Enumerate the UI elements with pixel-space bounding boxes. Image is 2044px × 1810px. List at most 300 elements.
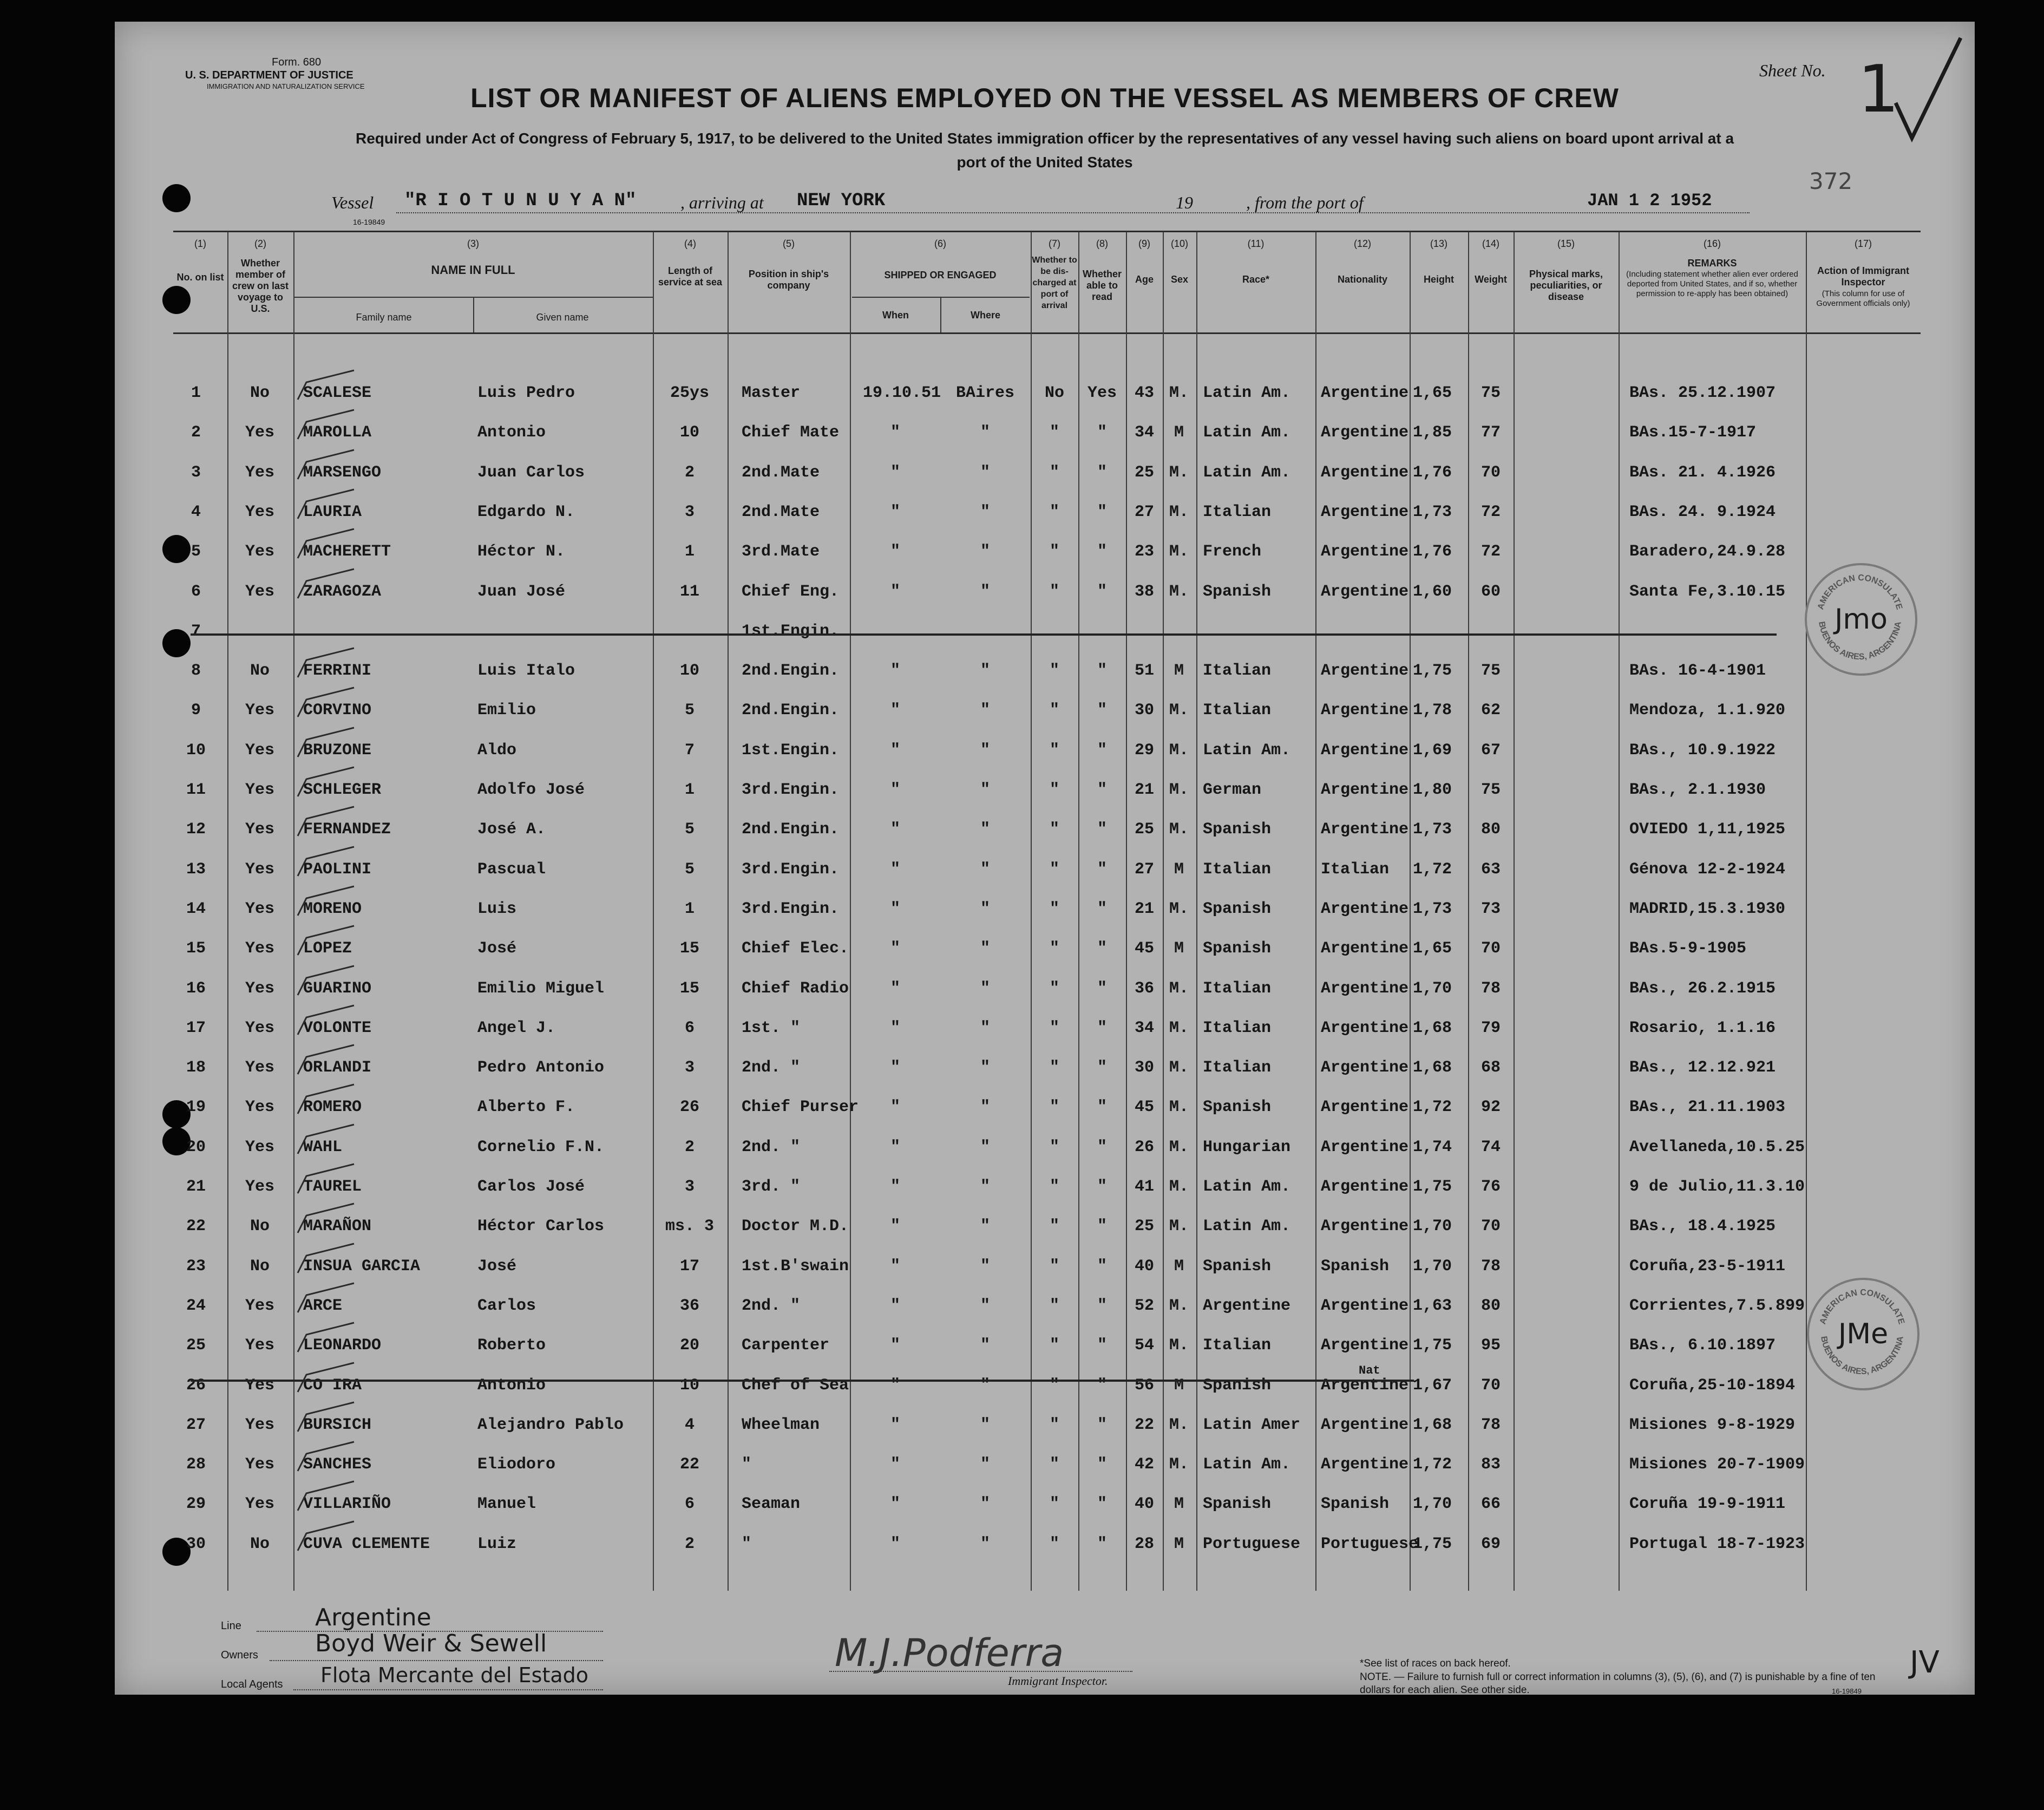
column-number: (17)	[1854, 238, 1872, 249]
cell-position: Doctor M.D.	[742, 1217, 849, 1236]
cell-shipped-where: "	[980, 820, 990, 839]
arriving-label: , arriving at	[680, 193, 764, 212]
manifest-subtitle-line2: port of the United States	[957, 154, 1133, 171]
cell-able-to-read: Yes	[1087, 384, 1117, 402]
cell-discharged: "	[1049, 423, 1059, 442]
cell-able-to-read: "	[1097, 860, 1107, 879]
cell-age: 28	[1134, 1534, 1154, 1553]
cell-age: 25	[1134, 1217, 1154, 1236]
cell-remarks: BAs., 2.1.1930	[1629, 781, 1766, 799]
cell-race: Latin Am.	[1203, 384, 1291, 402]
cell-previous-voyage: Yes	[245, 1495, 274, 1514]
cell-previous-voyage: Yes	[245, 1455, 274, 1474]
cell-row-number: 26	[186, 1376, 206, 1395]
cell-age: 30	[1134, 1058, 1154, 1077]
cell-able-to-read: "	[1097, 662, 1107, 681]
cell-sex: M.	[1169, 582, 1189, 601]
cell-family-name: MAROLLA	[303, 423, 372, 442]
cell-given-name: Luis	[477, 899, 517, 918]
cell-able-to-read: "	[1097, 502, 1107, 521]
cell-previous-voyage: Yes	[245, 1336, 274, 1355]
cell-shipped-when: "	[890, 979, 900, 998]
cell-length-of-service: 5	[684, 820, 695, 839]
cell-given-name: Luis Pedro	[477, 384, 575, 402]
year-label: 19	[1176, 193, 1193, 212]
cell-family-name: FERRINI	[303, 662, 372, 681]
cell-previous-voyage: Yes	[245, 502, 274, 521]
cell-race: Spanish	[1203, 899, 1272, 918]
cell-shipped-when: "	[890, 582, 900, 601]
cell-weight: 69	[1480, 1534, 1501, 1553]
cell-shipped-where: "	[980, 1495, 990, 1514]
cell-row-number: 18	[186, 1058, 206, 1077]
cell-remarks: BAs. 24. 9.1924	[1629, 502, 1776, 521]
cell-race: Latin Am.	[1203, 463, 1291, 482]
cell-position: 3rd.Engin.	[742, 899, 840, 918]
cell-weight: 68	[1480, 1058, 1501, 1077]
cell-row-number: 14	[186, 899, 206, 918]
cell-previous-voyage: Yes	[245, 582, 274, 601]
cell-nationality: Argentine	[1321, 662, 1409, 681]
cell-remarks: BAs. 16-4-1901	[1629, 662, 1766, 681]
cell-remarks: Génova 12-2-1924	[1629, 860, 1786, 879]
cell-nationality: Argentine	[1321, 1415, 1409, 1434]
cell-previous-voyage: Yes	[245, 701, 274, 720]
cell-position: Chief Purser	[742, 1098, 859, 1117]
cell-position: Seaman	[742, 1495, 801, 1514]
inspector-signature: M.J.Podferra	[835, 1631, 1064, 1675]
header-weight: Weight	[1475, 274, 1507, 285]
stamp-bottom-text: BUENOS AIRES, ARGENTINA	[1819, 1335, 1905, 1377]
cell-length-of-service: 11	[679, 582, 699, 601]
cell-weight: 70	[1480, 1217, 1501, 1236]
cell-nationality: Argentine	[1321, 979, 1409, 998]
cell-height: 1,75	[1413, 1336, 1452, 1355]
cell-age: 56	[1134, 1376, 1154, 1395]
cell-sex: M.	[1169, 701, 1189, 720]
cell-race: Spanish	[1203, 1098, 1272, 1117]
footer-dotted-line	[270, 1660, 603, 1661]
cell-nationality: Argentine	[1321, 1098, 1409, 1117]
header-action-note: (This column for use of Government officials only)	[1816, 289, 1910, 308]
cell-weight: 78	[1480, 1415, 1501, 1434]
cell-race: Spanish	[1203, 820, 1272, 839]
cell-age: 54	[1134, 1336, 1154, 1355]
cell-remarks: OVIEDO 1,11,1925	[1629, 820, 1786, 839]
cell-row-number: 27	[186, 1415, 206, 1434]
cell-remarks: BAs.5-9-1905	[1629, 939, 1747, 958]
cell-sex: M	[1174, 662, 1184, 681]
cell-length-of-service: 2	[684, 1138, 695, 1156]
cell-shipped-when: "	[890, 860, 900, 879]
cell-row-number: 6	[191, 582, 201, 601]
cell-row-number: 25	[186, 1336, 206, 1355]
cell-previous-voyage: Yes	[245, 899, 274, 918]
cell-sex: M.	[1169, 384, 1189, 402]
cell-age: 26	[1134, 1138, 1154, 1156]
cell-position: 3rd. "	[742, 1178, 801, 1196]
cell-shipped-where: "	[980, 1376, 990, 1395]
header-given-name: Given name	[536, 312, 589, 323]
footer-form-code: 16-19849	[1832, 1687, 1862, 1695]
column-number: (11)	[1247, 238, 1265, 249]
cell-length-of-service: 6	[684, 1495, 695, 1514]
cell-age: 51	[1134, 662, 1154, 681]
cell-length-of-service: 15	[679, 979, 699, 998]
cell-remarks: BAs., 12.12.921	[1629, 1058, 1776, 1077]
cell-weight: 72	[1480, 502, 1501, 521]
cell-race: Latin Am.	[1203, 1217, 1291, 1236]
cell-weight: 92	[1480, 1098, 1501, 1117]
footer-agents-value: Flota Mercante del Estado	[320, 1663, 589, 1687]
cell-able-to-read: "	[1097, 741, 1107, 760]
cell-able-to-read: "	[1097, 820, 1107, 839]
cell-sex: M	[1174, 423, 1184, 442]
cell-age: 29	[1134, 741, 1154, 760]
cell-length-of-service: 3	[684, 1178, 695, 1196]
cell-row-number: 2	[191, 423, 201, 442]
cell-length-of-service: 2	[684, 463, 695, 482]
cell-nationality: Argentine	[1321, 939, 1409, 958]
cell-nationality: Argentine	[1321, 543, 1409, 561]
cell-shipped-when: "	[890, 662, 900, 681]
cell-shipped-where: "	[980, 463, 990, 482]
cell-shipped-where: "	[980, 662, 990, 681]
cell-height: 1,75	[1413, 1178, 1452, 1196]
cell-row-number: 10	[186, 741, 206, 760]
cell-sex: M	[1174, 939, 1184, 958]
sheet-number: 1	[1858, 52, 1899, 127]
cell-row-number: 22	[186, 1217, 206, 1236]
cell-nationality: Argentine	[1321, 1178, 1409, 1196]
cell-length-of-service: ms. 3	[665, 1217, 714, 1236]
cell-shipped-when: "	[890, 1217, 900, 1236]
cell-nationality: Argentine	[1321, 899, 1409, 918]
cell-given-name: Juan José	[477, 582, 566, 601]
column-divider	[1619, 232, 1620, 1591]
header-able-to-read: Whether able to read	[1083, 269, 1122, 302]
cell-weight: 77	[1480, 423, 1501, 442]
check-mark-icon	[294, 1161, 359, 1199]
signature-line	[829, 1671, 1132, 1672]
cell-row-number: 1	[191, 384, 201, 402]
cell-nationality: Argentine	[1321, 384, 1409, 402]
cell-nationality: Argentine	[1321, 582, 1409, 601]
cell-remarks: BAs., 6.10.1897	[1629, 1336, 1776, 1355]
header-age: Age	[1135, 274, 1154, 285]
cell-shipped-where: "	[980, 1098, 990, 1117]
cell-age: 52	[1134, 1296, 1154, 1315]
cell-row-number: 20	[186, 1138, 206, 1156]
check-mark-icon	[294, 1200, 359, 1238]
vessel-label: Vessel	[331, 193, 374, 212]
cell-discharged: "	[1049, 781, 1059, 799]
cell-family-name: CORVINO	[303, 701, 372, 720]
cell-weight: 70	[1480, 463, 1501, 482]
cell-able-to-read: "	[1097, 423, 1107, 442]
cell-previous-voyage: Yes	[245, 781, 274, 799]
cell-previous-voyage: No	[250, 384, 270, 402]
strike-line	[191, 633, 1777, 636]
cell-height: 1,70	[1413, 1495, 1452, 1514]
cell-previous-voyage: Yes	[245, 979, 274, 998]
header-sex: Sex	[1170, 274, 1189, 285]
cell-position: Chief Mate	[742, 423, 840, 442]
stamp-initials: Jmo	[1835, 603, 1888, 636]
cell-row-number: 17	[186, 1018, 206, 1037]
cell-length-of-service: 10	[679, 1376, 699, 1395]
cell-weight: 75	[1480, 384, 1501, 402]
cell-height: 1,75	[1413, 662, 1452, 681]
cell-family-name: MARSENGO	[303, 463, 382, 482]
cell-shipped-when: "	[890, 1058, 900, 1077]
cell-row-number: 15	[186, 939, 206, 958]
cell-position: 3rd.Mate	[742, 543, 820, 561]
cell-row-number: 19	[186, 1098, 206, 1117]
cell-height: 1,73	[1413, 899, 1452, 918]
cell-length-of-service: 20	[679, 1336, 699, 1355]
cell-age: 43	[1134, 384, 1154, 402]
cell-able-to-read: "	[1097, 1376, 1107, 1395]
column-number: (12)	[1353, 238, 1371, 249]
footer-line-value: Argentine	[315, 1604, 431, 1631]
manifest-sheet	[115, 22, 1975, 1695]
cell-length-of-service: 15	[679, 939, 699, 958]
cell-able-to-read: "	[1097, 1178, 1107, 1196]
cell-previous-voyage: No	[250, 1534, 270, 1553]
cell-previous-voyage: No	[250, 662, 270, 681]
check-mark-icon	[294, 844, 359, 881]
cell-remarks: BAs., 26.2.1915	[1629, 979, 1776, 998]
cell-age: 30	[1134, 701, 1154, 720]
cell-weight: 62	[1480, 701, 1501, 720]
header-member-last-voyage: Whether member of crew on last voyage to U.S.	[232, 258, 289, 314]
cell-previous-voyage: Yes	[245, 543, 274, 561]
cell-shipped-when: "	[890, 463, 900, 482]
cell-height: 1,67	[1413, 1376, 1452, 1395]
cell-nationality: Argentine	[1321, 1455, 1409, 1474]
cell-weight: 75	[1480, 781, 1501, 799]
cell-remarks: BAs. 25.12.1907	[1629, 384, 1776, 402]
cell-sex: M.	[1169, 1455, 1189, 1474]
cell-sex: M	[1174, 860, 1184, 879]
cell-nationality: Argentine	[1321, 423, 1409, 442]
cell-race: Latin Am.	[1203, 1455, 1291, 1474]
cell-age: 22	[1134, 1415, 1154, 1434]
cell-previous-voyage: Yes	[245, 741, 274, 760]
cell-weight: 63	[1480, 860, 1501, 879]
cell-race: Italian	[1203, 1058, 1272, 1077]
cell-position: 2nd.Engin.	[742, 820, 840, 839]
column-number: (2)	[254, 238, 266, 249]
cell-length-of-service: 10	[679, 662, 699, 681]
cell-race: Portuguese	[1203, 1534, 1301, 1553]
cell-age: 45	[1134, 939, 1154, 958]
cell-discharged: "	[1049, 1178, 1059, 1196]
header-position: Position in ship's company	[748, 269, 829, 291]
footer-line-label: Line	[221, 1620, 241, 1632]
cell-previous-voyage: Yes	[245, 1018, 274, 1037]
cell-length-of-service: 1	[684, 781, 695, 799]
cell-sex: M.	[1169, 463, 1189, 482]
cell-age: 42	[1134, 1455, 1154, 1474]
cell-shipped-where: "	[980, 1296, 990, 1315]
cell-shipped-where: "	[980, 741, 990, 760]
cell-previous-voyage: Yes	[245, 1376, 274, 1395]
cell-discharged: "	[1049, 662, 1059, 681]
cell-shipped-when: "	[890, 1296, 900, 1315]
cell-given-name: José A.	[477, 820, 546, 839]
cell-length-of-service: 1	[684, 543, 695, 561]
cell-race: Spanish	[1203, 939, 1272, 958]
cell-able-to-read: "	[1097, 543, 1107, 561]
cell-nationality: Argentine	[1321, 1138, 1409, 1156]
cell-position: 1st.Engin.	[742, 622, 840, 641]
footer-owners-label: Owners	[221, 1649, 258, 1661]
stamp-bottom-text: BUENOS AIRES, ARGENTINA	[1817, 620, 1903, 662]
cell-previous-voyage: Yes	[245, 1296, 274, 1315]
cell-shipped-when: "	[890, 701, 900, 720]
cell-previous-voyage: Yes	[245, 423, 274, 442]
cell-nationality: Argentine	[1321, 741, 1409, 760]
cell-shipped-when: "	[890, 1257, 900, 1276]
cell-given-name: Héctor Carlos	[477, 1217, 605, 1236]
cell-weight: 70	[1480, 1376, 1501, 1395]
cell-height: 1,76	[1413, 543, 1452, 561]
cell-age: 21	[1134, 899, 1154, 918]
cell-height: 1,73	[1413, 502, 1452, 521]
cell-row-number: 8	[191, 662, 201, 681]
cell-remarks: Corrientes,7.5.899	[1629, 1296, 1805, 1315]
column-divider	[850, 232, 851, 1591]
cell-able-to-read: "	[1097, 1495, 1107, 1514]
cell-position: 2nd. "	[742, 1138, 801, 1156]
cell-weight: 67	[1480, 741, 1501, 760]
cell-sex: M.	[1169, 1098, 1189, 1117]
cell-able-to-read: "	[1097, 1455, 1107, 1474]
cell-height: 1,65	[1413, 384, 1452, 402]
cell-nationality: Argentine	[1321, 781, 1409, 799]
cell-discharged: "	[1049, 502, 1059, 521]
check-mark-icon	[294, 1042, 359, 1080]
column-divider	[1410, 232, 1411, 1591]
inspector-label: Immigrant Inspector.	[1008, 1674, 1108, 1688]
cell-discharged: "	[1049, 741, 1059, 760]
cell-given-name: Juan Carlos	[477, 463, 585, 482]
cell-remarks: MADRID,15.3.1930	[1629, 899, 1786, 918]
header-family-name: Family name	[356, 312, 412, 323]
cell-shipped-when: "	[890, 899, 900, 918]
cell-previous-voyage: Yes	[245, 939, 274, 958]
vessel-code: 16-19849	[353, 218, 385, 226]
cell-family-name: BURSICH	[303, 1415, 372, 1434]
cell-shipped-where: "	[980, 979, 990, 998]
cell-discharged: "	[1049, 582, 1059, 601]
cell-position: Chef of Sea	[742, 1376, 849, 1395]
header-where: Where	[970, 310, 1000, 321]
cell-shipped-where: "	[980, 1534, 990, 1553]
cell-shipped-when: "	[890, 1495, 900, 1514]
check-mark-icon	[294, 1002, 359, 1040]
cell-height: 1,70	[1413, 979, 1452, 998]
check-mark-icon	[294, 367, 359, 405]
cell-discharged: "	[1049, 939, 1059, 958]
cell-race: Latin Am.	[1203, 423, 1291, 442]
cell-length-of-service: 3	[684, 1058, 695, 1077]
cell-position: 2nd.Engin.	[742, 701, 840, 720]
cell-shipped-where: BAires	[955, 384, 1015, 402]
cell-weight: 80	[1480, 1296, 1501, 1315]
cell-able-to-read: "	[1097, 1058, 1107, 1077]
cell-family-name: ORLANDI	[303, 1058, 372, 1077]
check-mark-icon	[294, 1518, 359, 1556]
cell-row-number: 7	[191, 622, 201, 641]
punch-hole	[162, 286, 191, 314]
stamp-top-text: AMERICAN CONSULATE	[1818, 1288, 1907, 1326]
cell-position: 2nd. "	[742, 1058, 801, 1077]
cell-discharged: "	[1049, 1534, 1059, 1553]
strike-line	[191, 1380, 1414, 1382]
cell-family-name: ROMERO	[303, 1098, 362, 1117]
cell-shipped-where: "	[980, 1058, 990, 1077]
cell-row-number: 16	[186, 979, 206, 998]
cell-nationality: Argentine	[1321, 1018, 1409, 1037]
cell-given-name: Eliodoro	[477, 1455, 556, 1474]
form-number: Form. 680	[272, 56, 322, 68]
header-nationality: Nationality	[1337, 274, 1387, 285]
cell-remarks: Misiones 20-7-1909	[1629, 1455, 1805, 1474]
cell-able-to-read: "	[1097, 1336, 1107, 1355]
header-length-service: Length of service at sea	[658, 265, 723, 287]
cell-previous-voyage: Yes	[245, 1058, 274, 1077]
consulate-stamp	[1807, 1278, 1919, 1390]
cell-position: 1st.Engin.	[742, 741, 840, 760]
cell-shipped-when: "	[890, 1098, 900, 1117]
cell-race: Latin Am.	[1203, 1178, 1291, 1196]
cell-row-number: 29	[186, 1495, 206, 1514]
cell-sex: M.	[1169, 1336, 1189, 1355]
cell-discharged: "	[1049, 1455, 1059, 1474]
cell-nationality: Argentine	[1321, 1296, 1409, 1315]
header-when: When	[882, 310, 909, 321]
cell-shipped-where: "	[980, 582, 990, 601]
cell-race: Latin Am.	[1203, 741, 1291, 760]
cell-weight: 72	[1480, 543, 1501, 561]
cell-sex: M.	[1169, 543, 1189, 561]
cell-row-number: 21	[186, 1178, 206, 1196]
check-mark-icon	[294, 923, 359, 960]
cell-age: 23	[1134, 543, 1154, 561]
cell-previous-voyage: Yes	[245, 463, 274, 482]
column-number: (1)	[194, 238, 206, 249]
cell-sex: M.	[1169, 1058, 1189, 1077]
cell-given-name: Pascual	[477, 860, 546, 879]
cell-sex: M.	[1169, 502, 1189, 521]
cell-position: 3rd.Engin.	[742, 781, 840, 799]
cell-age: 25	[1134, 463, 1154, 482]
cell-height: 1,85	[1413, 423, 1452, 442]
cell-weight: 83	[1480, 1455, 1501, 1474]
cell-position: Master	[742, 384, 801, 402]
check-mark-icon	[294, 883, 359, 921]
column-number: (14)	[1482, 238, 1499, 249]
cell-shipped-where: "	[980, 502, 990, 521]
cell-length-of-service: 26	[679, 1098, 699, 1117]
cell-height: 1,72	[1413, 860, 1452, 879]
sheet-label: Sheet No.	[1759, 61, 1826, 80]
cell-age: 41	[1134, 1178, 1154, 1196]
cell-shipped-when: "	[890, 423, 900, 442]
